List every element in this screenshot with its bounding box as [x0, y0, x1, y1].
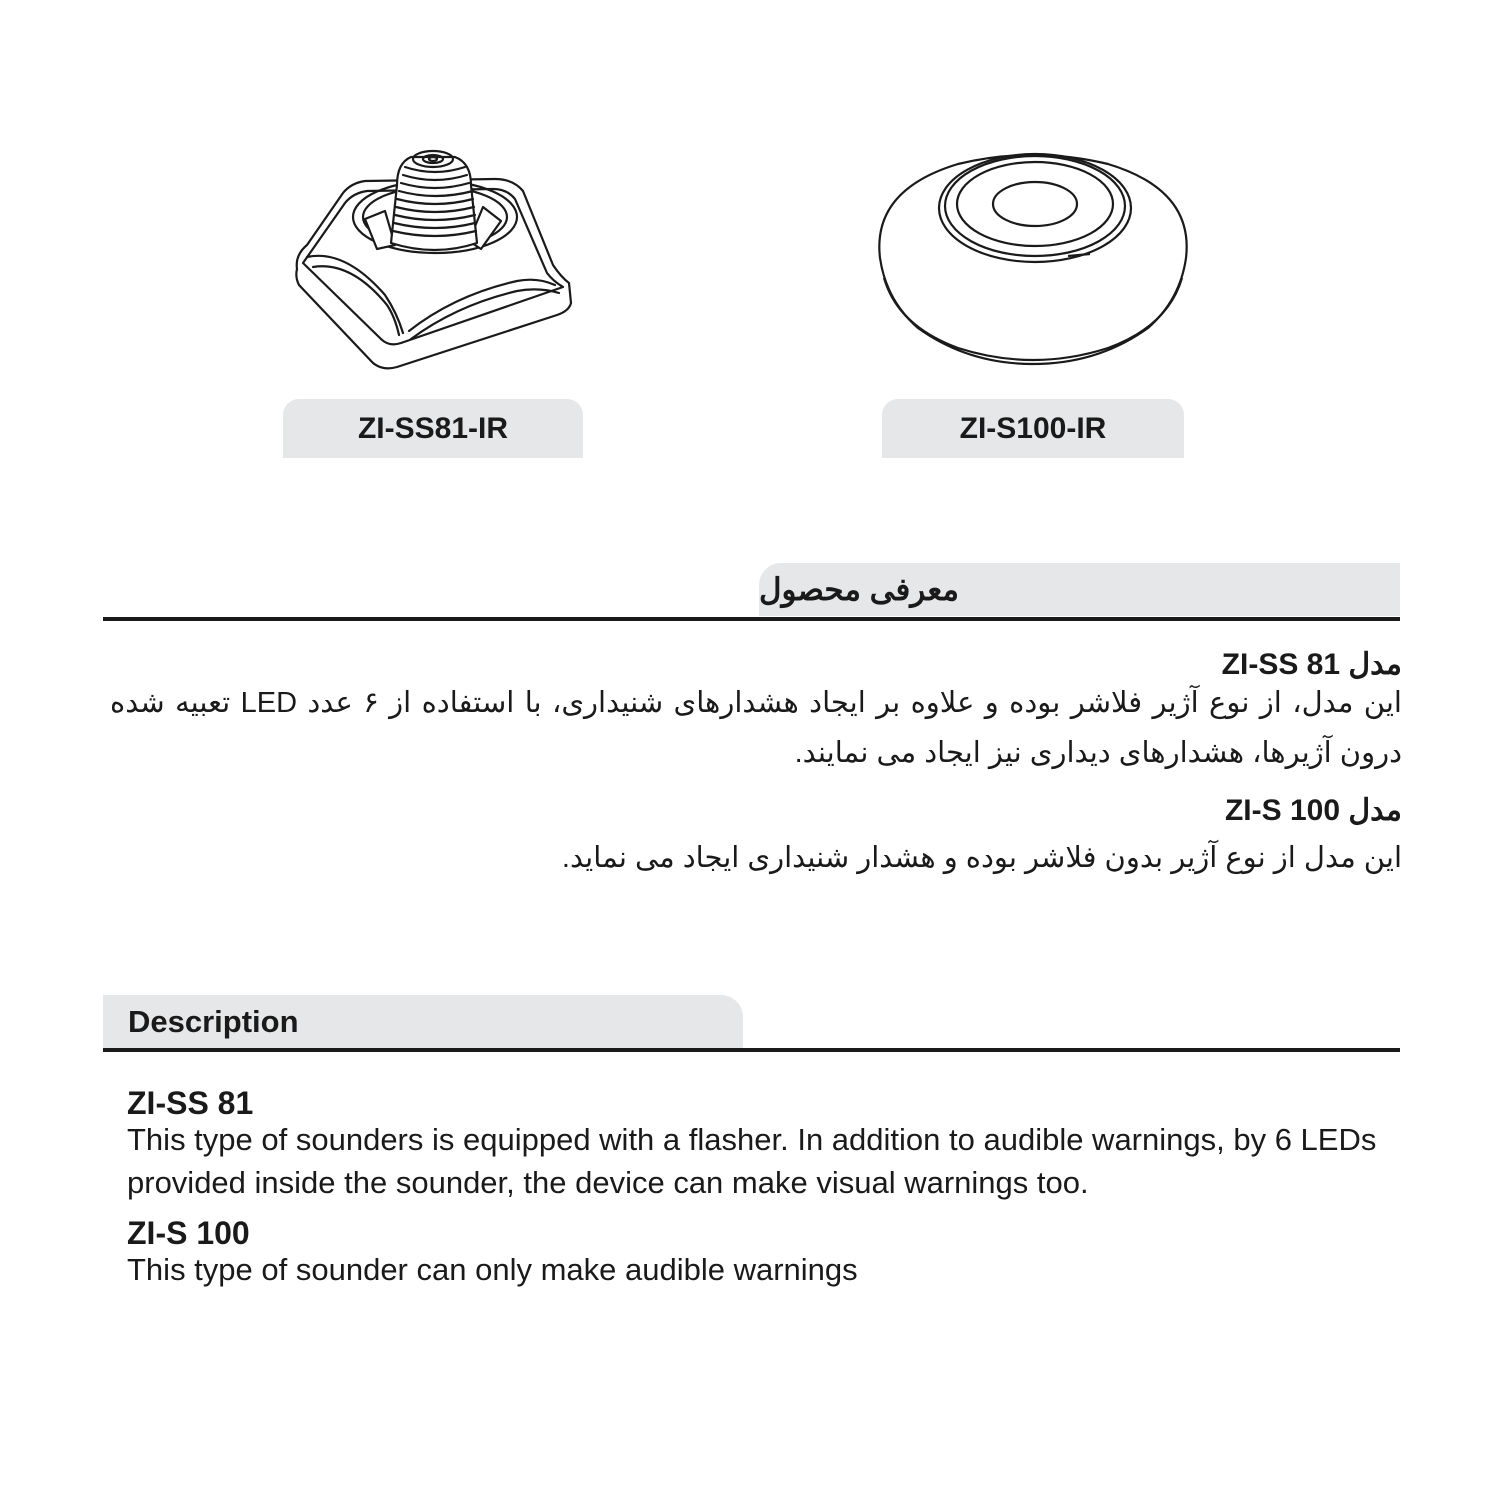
product-image-zi-s100 — [868, 150, 1198, 370]
persian-model-title-zi-s100: مدل ZI-S 100 — [1224, 794, 1402, 827]
english-model-title-zi-s100: ZI-S 100 — [127, 1215, 250, 1251]
english-section-divider — [103, 1048, 1400, 1052]
persian-model-title-zi-ss81: مدل ZI-SS 81 — [1221, 648, 1402, 681]
model-label-zi-s100: ZI-S100-IR — [882, 399, 1184, 458]
english-model-title-zi-ss81: ZI-SS 81 — [127, 1085, 254, 1121]
persian-model-description-zi-ss81: این مدل، از نوع آژیر فلاشر بوده و علاوه بر ایجاد هشدارهای شنیداری، با استفاده از ۶ عدد LED تعبیه شده درون آژیرها، هشدارهای دیداری نیز ایجاد می نمایند. — [110, 687, 1402, 769]
sounder-dome-illustration — [868, 150, 1198, 370]
english-section-header: Description — [103, 995, 743, 1048]
product-image-zi-ss81 — [285, 145, 585, 380]
persian-section-header: معرفی محصول — [759, 563, 1400, 616]
english-model-description-zi-ss81: This type of sounders is equipped with a flasher. In addition to audible warnings, by 6 LEDs provided inside the sounder, the device can make visual warnings too. — [127, 1122, 1377, 1200]
persian-section-divider — [103, 617, 1400, 621]
english-model-description-zi-s100: This type of sounder can only make audible warnings — [127, 1252, 858, 1287]
model-label-zi-ss81: ZI-SS81-IR — [283, 399, 583, 458]
persian-model-description-zi-s100: این مدل از نوع آژیر بدون فلاشر بوده و هشدار شنیداری ایجاد می نماید. — [561, 842, 1402, 874]
sounder-flasher-illustration — [285, 145, 585, 380]
